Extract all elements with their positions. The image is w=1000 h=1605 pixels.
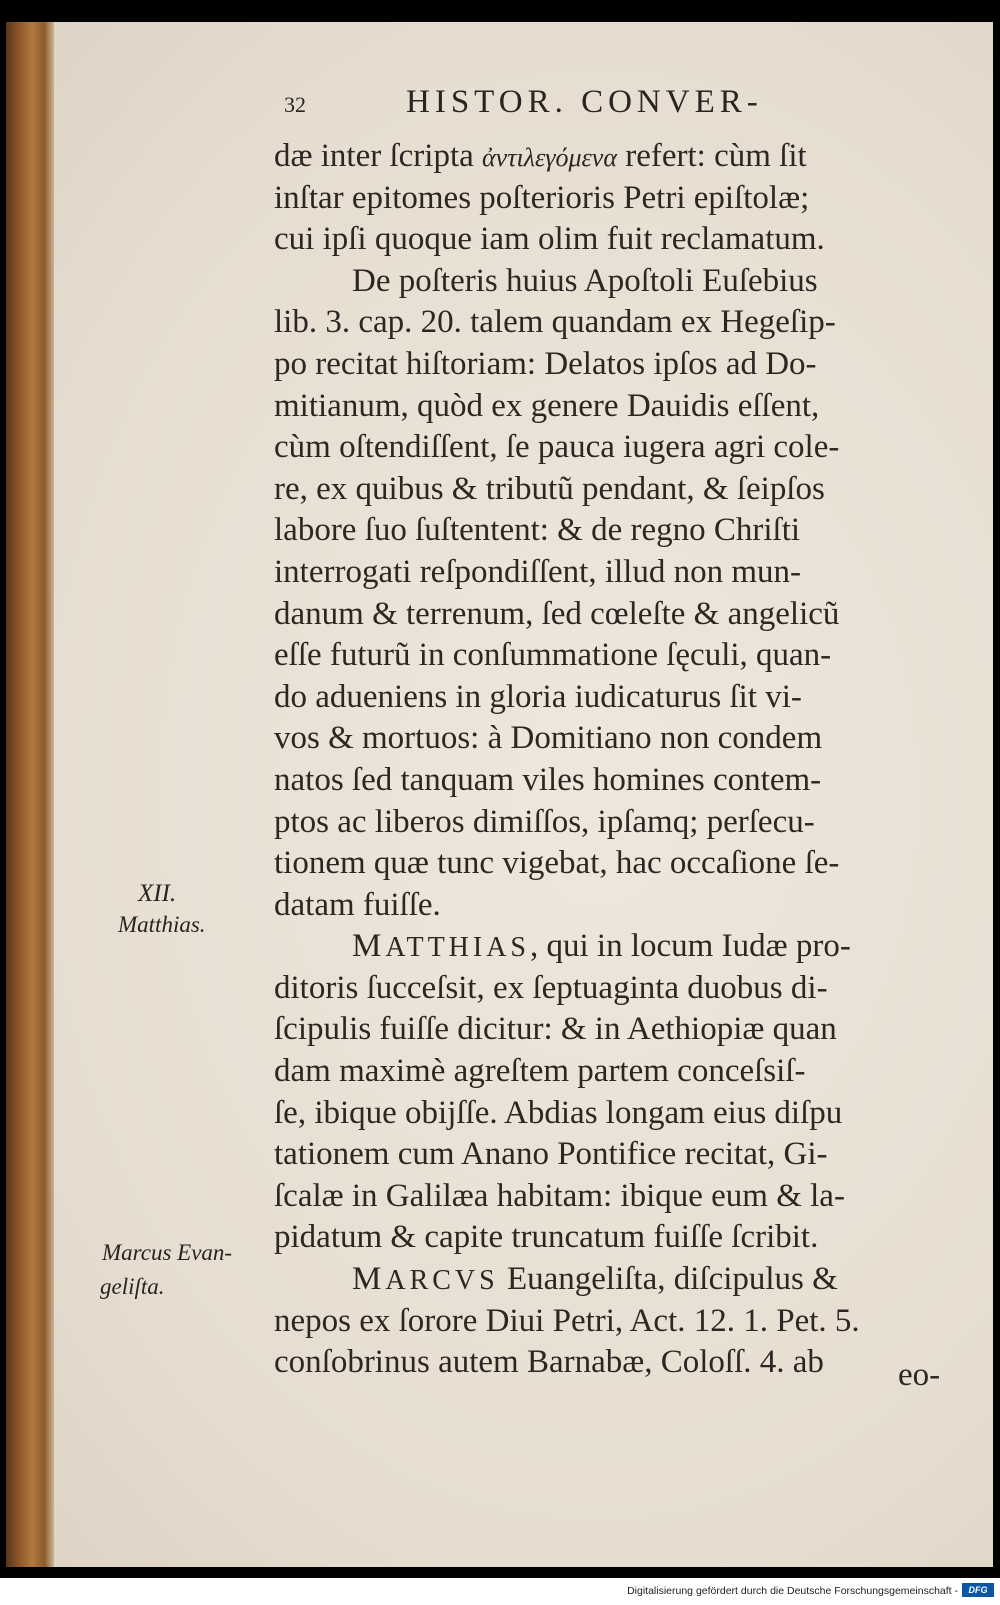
page-number: 32 xyxy=(284,92,306,117)
text-line: re, ex quibus & tributũ pendant, & ſeipſos xyxy=(274,470,825,507)
text-line: conſobrinus autem Barnabæ, Coloſſ. 4. ab xyxy=(274,1344,824,1381)
text-line: De poſteris huius Apoſtoli Euſebius xyxy=(352,262,818,299)
text-line: inſtar epitomes poſterioris Petri epiſtolæ; xyxy=(274,179,810,216)
text-segment: refert: cùm ſit xyxy=(616,138,807,174)
text-line: eſſe futurũ in conſummatione ſęculi, quan- xyxy=(274,637,832,674)
margin-note-marcus-line1: Marcus Evan- xyxy=(102,1240,233,1265)
body-text xyxy=(274,136,964,1384)
funding-credit: Digitalisierung gefördert durch die Deutsche Forschungsgemeinschaft - xyxy=(627,1585,958,1597)
text-line: datam fuiſſe. xyxy=(274,886,441,923)
margin-note-marcus-line2: geliſta. xyxy=(100,1274,165,1299)
section-name-smallcaps: MARCVS xyxy=(352,1261,499,1298)
margin-note-section-number: XII. xyxy=(138,880,177,907)
text-line: do adueniens in gloria iudicaturus ſit vi- xyxy=(274,678,802,715)
text-line: mitianum, quòd ex genere Dauidis eſſent, xyxy=(274,387,820,424)
text-line: nepos ex ſorore Diui Petri, Act. 12. 1. Pet. 5. xyxy=(274,1302,860,1339)
text-line: po recitat hiſtoriam: Delatos ipſos ad Do- xyxy=(274,345,817,382)
text-line xyxy=(274,136,964,178)
text-line: dam maximè agreſtem partem conceſsiſ- xyxy=(274,1053,806,1090)
text-segment: Euangeliſta, diſcipulus & xyxy=(498,1261,838,1298)
footer-bar xyxy=(0,1578,1000,1605)
text-line: tionem quæ tunc vigebat, hac occaſione ſe- xyxy=(274,845,840,882)
text-line: lib. 3. cap. 20. talem quandam ex Hegeſip- xyxy=(274,304,836,341)
text-line: ditoris ſucceſsit, ex ſeptuaginta duobus di- xyxy=(274,969,828,1006)
text-line xyxy=(274,926,964,968)
catchword: eo- xyxy=(898,1357,941,1393)
text-line: ſe, ibique obijſſe. Abdias longam eius diſpu xyxy=(274,1094,843,1131)
running-head: HISTOR. CONVER- xyxy=(406,84,763,120)
text-line: cùm oſtendiſſent, ſe pauca iugera agri cole- xyxy=(274,429,840,466)
text-line: ptos ac liberos dimiſſos, ipſamq; perſecu- xyxy=(274,803,815,840)
text-line: ſcipulis fuiſſe dicitur: & in Aethiopiæ quan xyxy=(274,1011,837,1048)
text-line: labore ſuo ſuſtentent: & de regno Chriſti xyxy=(274,512,801,549)
dfg-logo-icon: DFG xyxy=(962,1583,994,1597)
text-line: cui ipſi quoque iam olim fuit reclamatum. xyxy=(274,221,825,258)
text-segment: dæ inter ſcripta xyxy=(274,138,483,174)
text-line xyxy=(274,1259,964,1301)
text-line: tationem cum Anano Pontifice recitat, Gi- xyxy=(274,1136,828,1173)
text-line: interrogati reſpondiſſent, illud non mun- xyxy=(274,553,801,590)
text-line: danum & terrenum, ſed cœleſte & angelicũ xyxy=(274,595,840,632)
text-segment: , qui in locum Iudæ pro- xyxy=(530,928,851,965)
greek-term: ἀντιλεγόμενα xyxy=(482,143,617,172)
book-spine xyxy=(6,22,54,1567)
text-line: natos ſed tanquam viles homines contem- xyxy=(274,761,822,798)
text-line: vos & mortuos: à Domitiano non condem xyxy=(274,720,823,757)
text-line: pidatum & capite truncatum fuiſſe ſcribit. xyxy=(274,1219,819,1256)
margin-note-matthias: Matthias. xyxy=(118,912,206,937)
section-name-smallcaps: MATTHIAS xyxy=(352,928,531,965)
book-page xyxy=(6,22,993,1567)
text-line: ſcalæ in Galilæa habitam: ibique eum & la- xyxy=(274,1177,845,1214)
